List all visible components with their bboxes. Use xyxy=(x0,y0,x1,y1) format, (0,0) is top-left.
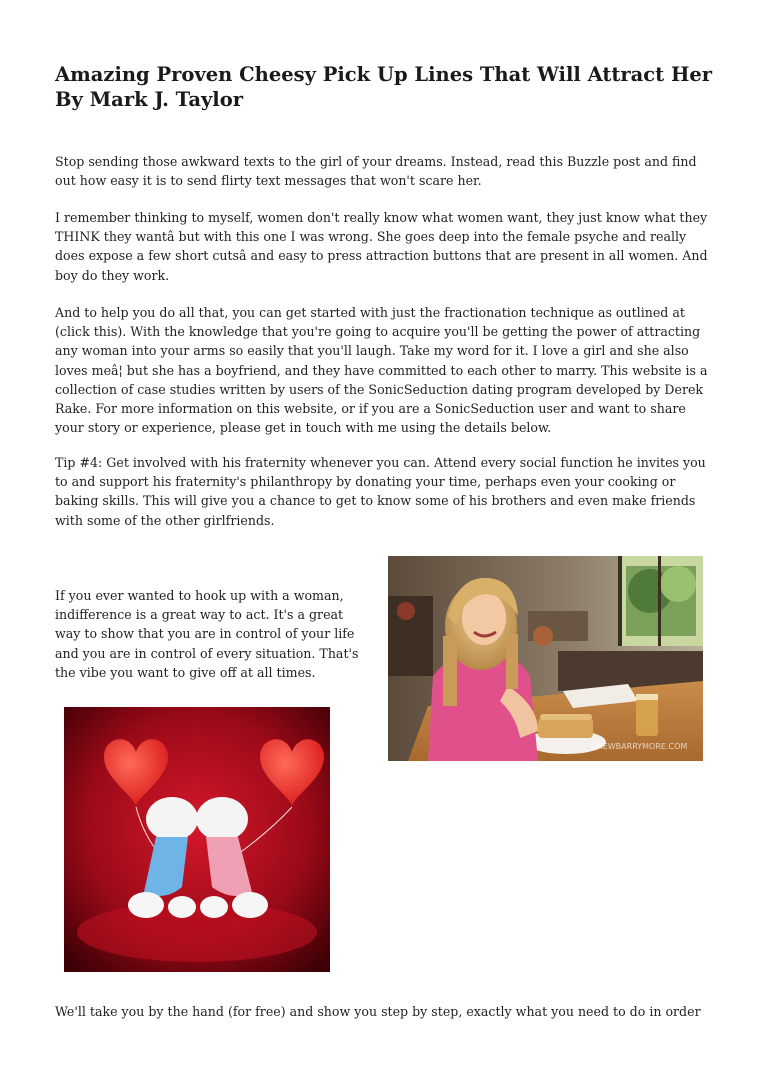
paragraph-tip4: Tip #4: Get involved with his fraternity whenever you can. Attend every social function he invites you to and support his fraternity's philanthropy by donating your time, perhaps even your cooking or baking skills. This will give you a chance to get to know some of his brothers and even make friends with some of the other girlfriends. xyxy=(55,455,706,528)
woman-at-table-photo xyxy=(388,556,703,761)
paragraph-indifference: If you ever wanted to hook up with a woman, indifference is a great way to act. It's a great way to show that you are in control of your life and you are in control of every situation. That's the vibe you want to give off at all times. xyxy=(55,588,359,680)
title-line-2: By Mark J. Taylor xyxy=(55,88,243,111)
document-title xyxy=(55,62,715,112)
paragraph-hand: We'll take you by the hand (for free) and show you step by step, exactly what you need to do in order xyxy=(55,1004,701,1019)
kissing-figures-hearts-illustration xyxy=(64,707,330,972)
paragraph-remember: I remember thinking to myself, women don't really know what women want, they just know what they THINK they wantâ but with this one I was wrong. She goes deep into the female psyche and really does expose a few short cutsâ and easy to press attraction buttons that are present in all women. And boy do they work. xyxy=(55,210,708,283)
paragraph-intro: Stop sending those awkward texts to the girl of your dreams. Instead, read this Buzzle post and find out how easy it is to send flirty text messages that won't scare her. xyxy=(55,154,697,189)
title-line-1: Amazing Proven Cheesy Pick Up Lines That Will Attract Her xyxy=(55,63,713,86)
photo-watermark: DREWBARRYMORE.COM xyxy=(591,742,688,751)
paragraph-fractionation: And to help you do all that, you can get started with just the fractionation technique as outlined at (click this). With the knowledge that you're going to acquire you'll be getting the power of attracting any woman into your arms so easily that you'll laugh. Take my word for it. I love a girl and she also loves meâ¦ but she has a boyfriend, and they have committed to each other to marry. This website is a collection of case studies written by users of the SonicSeduction dating program developed by Derek Rake. For more information on this website, or if you are a SonicSeduction user and want to share your story or experience, please get in touch with me using the details below. xyxy=(55,305,708,436)
